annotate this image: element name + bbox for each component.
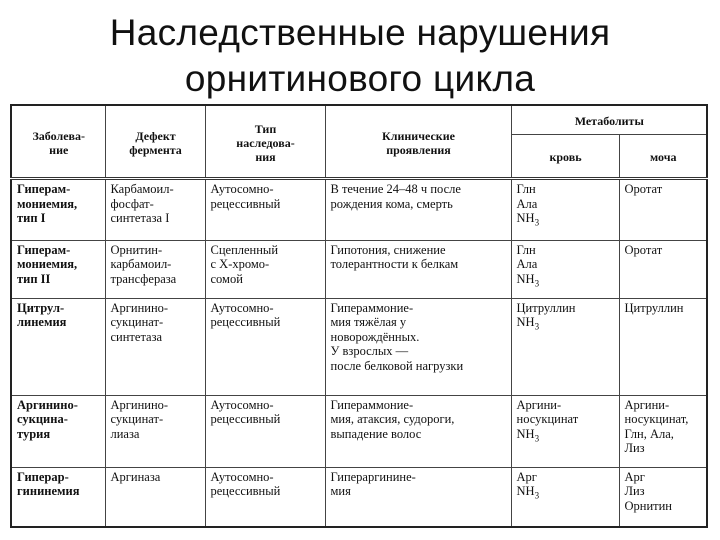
- table-row: [11, 467, 707, 527]
- cell-enzyme-line: сукцинат-: [110, 412, 164, 426]
- ammonia-subscript: 3: [534, 490, 540, 501]
- cell-inheritance: [205, 240, 325, 298]
- cell-disease-line: турия: [17, 426, 51, 441]
- cell-urine: [619, 179, 707, 241]
- cell-urine-line: Аргини-: [624, 397, 670, 412]
- ammonia-symbol: NH: [516, 211, 535, 225]
- cell-disease-line: сукцина-: [17, 412, 68, 426]
- ammonia-subscript: 3: [534, 217, 540, 228]
- cell-inheritance-line: Аутосомно-: [210, 397, 274, 412]
- cell-urine-line: Глн, Ала,: [624, 426, 674, 441]
- ammonia-symbol: NH: [516, 271, 535, 286]
- cell-clinical: [325, 240, 511, 298]
- cell-blood-ammonia: [517, 484, 615, 499]
- header-disease: Заболева- ние: [11, 105, 105, 179]
- table-row: [11, 179, 707, 241]
- cell-clinical-line: выпадение волос: [330, 426, 422, 441]
- cell-urine: [619, 298, 707, 395]
- cell-disease-line: тип I: [17, 211, 46, 225]
- slide-title-line-1: Наследственные нарушения: [109, 12, 611, 53]
- header-urine: моча: [619, 135, 707, 179]
- cell-enzyme-line: Аргинино-: [110, 300, 169, 315]
- cell-inheritance-line: сомой: [210, 271, 243, 286]
- cell-clinical-line: рождения кома, смерть: [330, 196, 453, 211]
- cell-enzyme-line: Карбамоил-: [110, 182, 174, 196]
- cell-clinical-line: Гипераммоние-: [330, 397, 414, 412]
- cell-blood-ammonia: [517, 272, 615, 287]
- cell-blood-line: Ала: [516, 257, 538, 272]
- table-row: [11, 240, 707, 298]
- cell-clinical-line: мия: [330, 484, 351, 499]
- cell-disease-line: Цитрул-: [17, 300, 65, 315]
- cell-enzyme: [105, 179, 205, 241]
- cell-inheritance: [205, 395, 325, 467]
- cell-urine-line: Лиз: [624, 484, 645, 499]
- cell-disease: [11, 179, 105, 241]
- cell-clinical-line: после белковой нагрузки: [330, 358, 464, 373]
- cell-inheritance-line: рецессивный: [210, 196, 281, 211]
- cell-urine-line: Орнитин: [624, 498, 672, 513]
- cell-clinical: [325, 298, 511, 395]
- cell-blood-line: Арг: [516, 469, 537, 484]
- cell-clinical-line: Гипераммоние-: [330, 300, 414, 315]
- cell-inheritance-line: Аутосомно-: [210, 469, 274, 484]
- cell-enzyme-line: Аргиназа: [110, 469, 161, 484]
- cell-enzyme-line: Аргинино-: [110, 397, 169, 412]
- cell-urine-line: Цитруллин: [624, 300, 684, 315]
- cell-disease-line: Гиперам-: [17, 242, 71, 257]
- cell-clinical-line: новорождённых.: [330, 329, 420, 344]
- cell-disease-line: линемия: [17, 315, 67, 330]
- cell-inheritance-line: рецессивный: [210, 315, 281, 330]
- ammonia-subscript: 3: [534, 321, 540, 332]
- cell-urine-line: Оротат: [624, 242, 663, 257]
- ammonia-symbol: NH: [516, 484, 535, 499]
- slide-title-line-2: орнитинового цикла: [184, 58, 536, 99]
- cell-disease-line: Аргинино-: [17, 397, 78, 412]
- cell-urine-line: Лиз: [624, 441, 645, 455]
- cell-disease-line: Гиперар-: [17, 469, 69, 484]
- cell-clinical: [325, 395, 511, 467]
- cell-enzyme-line: синтетаза: [110, 329, 163, 344]
- cell-enzyme-line: Орнитин-: [110, 242, 163, 257]
- cell-clinical-line: Гипотония, снижение: [330, 242, 446, 257]
- cell-disease-line: гининемия: [17, 484, 80, 499]
- cell-enzyme-line: лиаза: [110, 426, 140, 441]
- cell-enzyme-line: сукцинат-: [110, 315, 164, 330]
- cell-blood-line: носукцинат: [516, 412, 579, 426]
- cell-inheritance-line: с X-хромо-: [210, 257, 270, 272]
- slide-title: [0, 10, 720, 102]
- cell-enzyme: [105, 298, 205, 395]
- cell-disease-line: мониемия,: [17, 196, 78, 211]
- cell-inheritance-line: Аутосомно-: [210, 300, 274, 315]
- cell-urine: [619, 240, 707, 298]
- cell-disease: [11, 298, 105, 395]
- cell-blood-line: Цитруллин: [516, 300, 576, 315]
- cell-blood-line: Глн: [516, 182, 536, 196]
- header-metabolites: Метаболиты: [511, 105, 707, 135]
- cell-urine-line: носукцинат,: [624, 412, 689, 426]
- header-inheritance: Тип наследова- ния: [205, 105, 325, 179]
- cell-blood-line: Ала: [516, 196, 538, 211]
- ammonia-symbol: NH: [516, 315, 535, 330]
- cell-inheritance-line: рецессивный: [210, 412, 281, 426]
- cell-blood: [511, 179, 619, 241]
- cell-inheritance: [205, 298, 325, 395]
- ammonia-subscript: 3: [534, 278, 540, 289]
- cell-disease: [11, 240, 105, 298]
- cell-blood: [511, 298, 619, 395]
- cell-clinical-line: У взрослых —: [330, 344, 409, 359]
- cell-blood-ammonia: [517, 211, 615, 226]
- cell-blood: [511, 467, 619, 527]
- cell-blood: [511, 395, 619, 467]
- cell-clinical-line: толерантности к белкам: [330, 257, 459, 272]
- cell-disease: [11, 395, 105, 467]
- cell-disease-line: мониемия,: [17, 257, 78, 272]
- header-enzyme: Дефект фермента: [105, 105, 205, 179]
- cell-inheritance: [205, 467, 325, 527]
- disorders-table: [10, 104, 708, 528]
- header-blood: кровь: [511, 135, 619, 179]
- cell-disease: [11, 467, 105, 527]
- cell-inheritance-line: Аутосомно-: [210, 182, 274, 196]
- ornithine-cycle-table: [10, 104, 706, 528]
- cell-urine: [619, 467, 707, 527]
- cell-clinical: [325, 467, 511, 527]
- cell-urine-line: Арг: [624, 469, 645, 484]
- cell-clinical: [325, 179, 511, 241]
- cell-enzyme-line: фосфат-: [110, 196, 154, 211]
- cell-enzyme: [105, 395, 205, 467]
- table-body: [11, 179, 707, 528]
- cell-enzyme-line: синтетаза I: [110, 211, 170, 225]
- table-row: [11, 395, 707, 467]
- cell-enzyme-line: трансфераза: [110, 271, 177, 286]
- ammonia-symbol: NH: [516, 426, 535, 441]
- cell-blood-line: Глн: [516, 242, 536, 257]
- table-row: [11, 298, 707, 395]
- ammonia-subscript: 3: [534, 433, 540, 443]
- cell-clinical-line: мия тяжёлая у: [330, 315, 407, 330]
- cell-clinical-line: В течение 24–48 ч после: [330, 182, 461, 196]
- cell-inheritance-line: Сцепленный: [210, 242, 279, 257]
- cell-blood-line: Аргини-: [516, 397, 562, 412]
- cell-clinical-line: мия, атаксия, судороги,: [330, 412, 455, 426]
- cell-blood: [511, 240, 619, 298]
- cell-disease-line: тип II: [17, 271, 51, 286]
- header-clinical: Клинические проявления: [325, 105, 511, 179]
- cell-urine-line: Оротат: [624, 182, 663, 196]
- cell-urine: [619, 395, 707, 467]
- cell-enzyme-line: карбамоил-: [110, 257, 172, 272]
- cell-inheritance: [205, 179, 325, 241]
- cell-blood-ammonia: [517, 427, 615, 442]
- cell-inheritance-line: рецессивный: [210, 484, 281, 499]
- cell-enzyme: [105, 467, 205, 527]
- cell-blood-ammonia: [517, 315, 615, 330]
- cell-clinical-line: Гипераргинине-: [330, 469, 416, 484]
- cell-enzyme: [105, 240, 205, 298]
- cell-disease-line: Гиперам-: [17, 182, 71, 196]
- table-header-row: [11, 105, 707, 135]
